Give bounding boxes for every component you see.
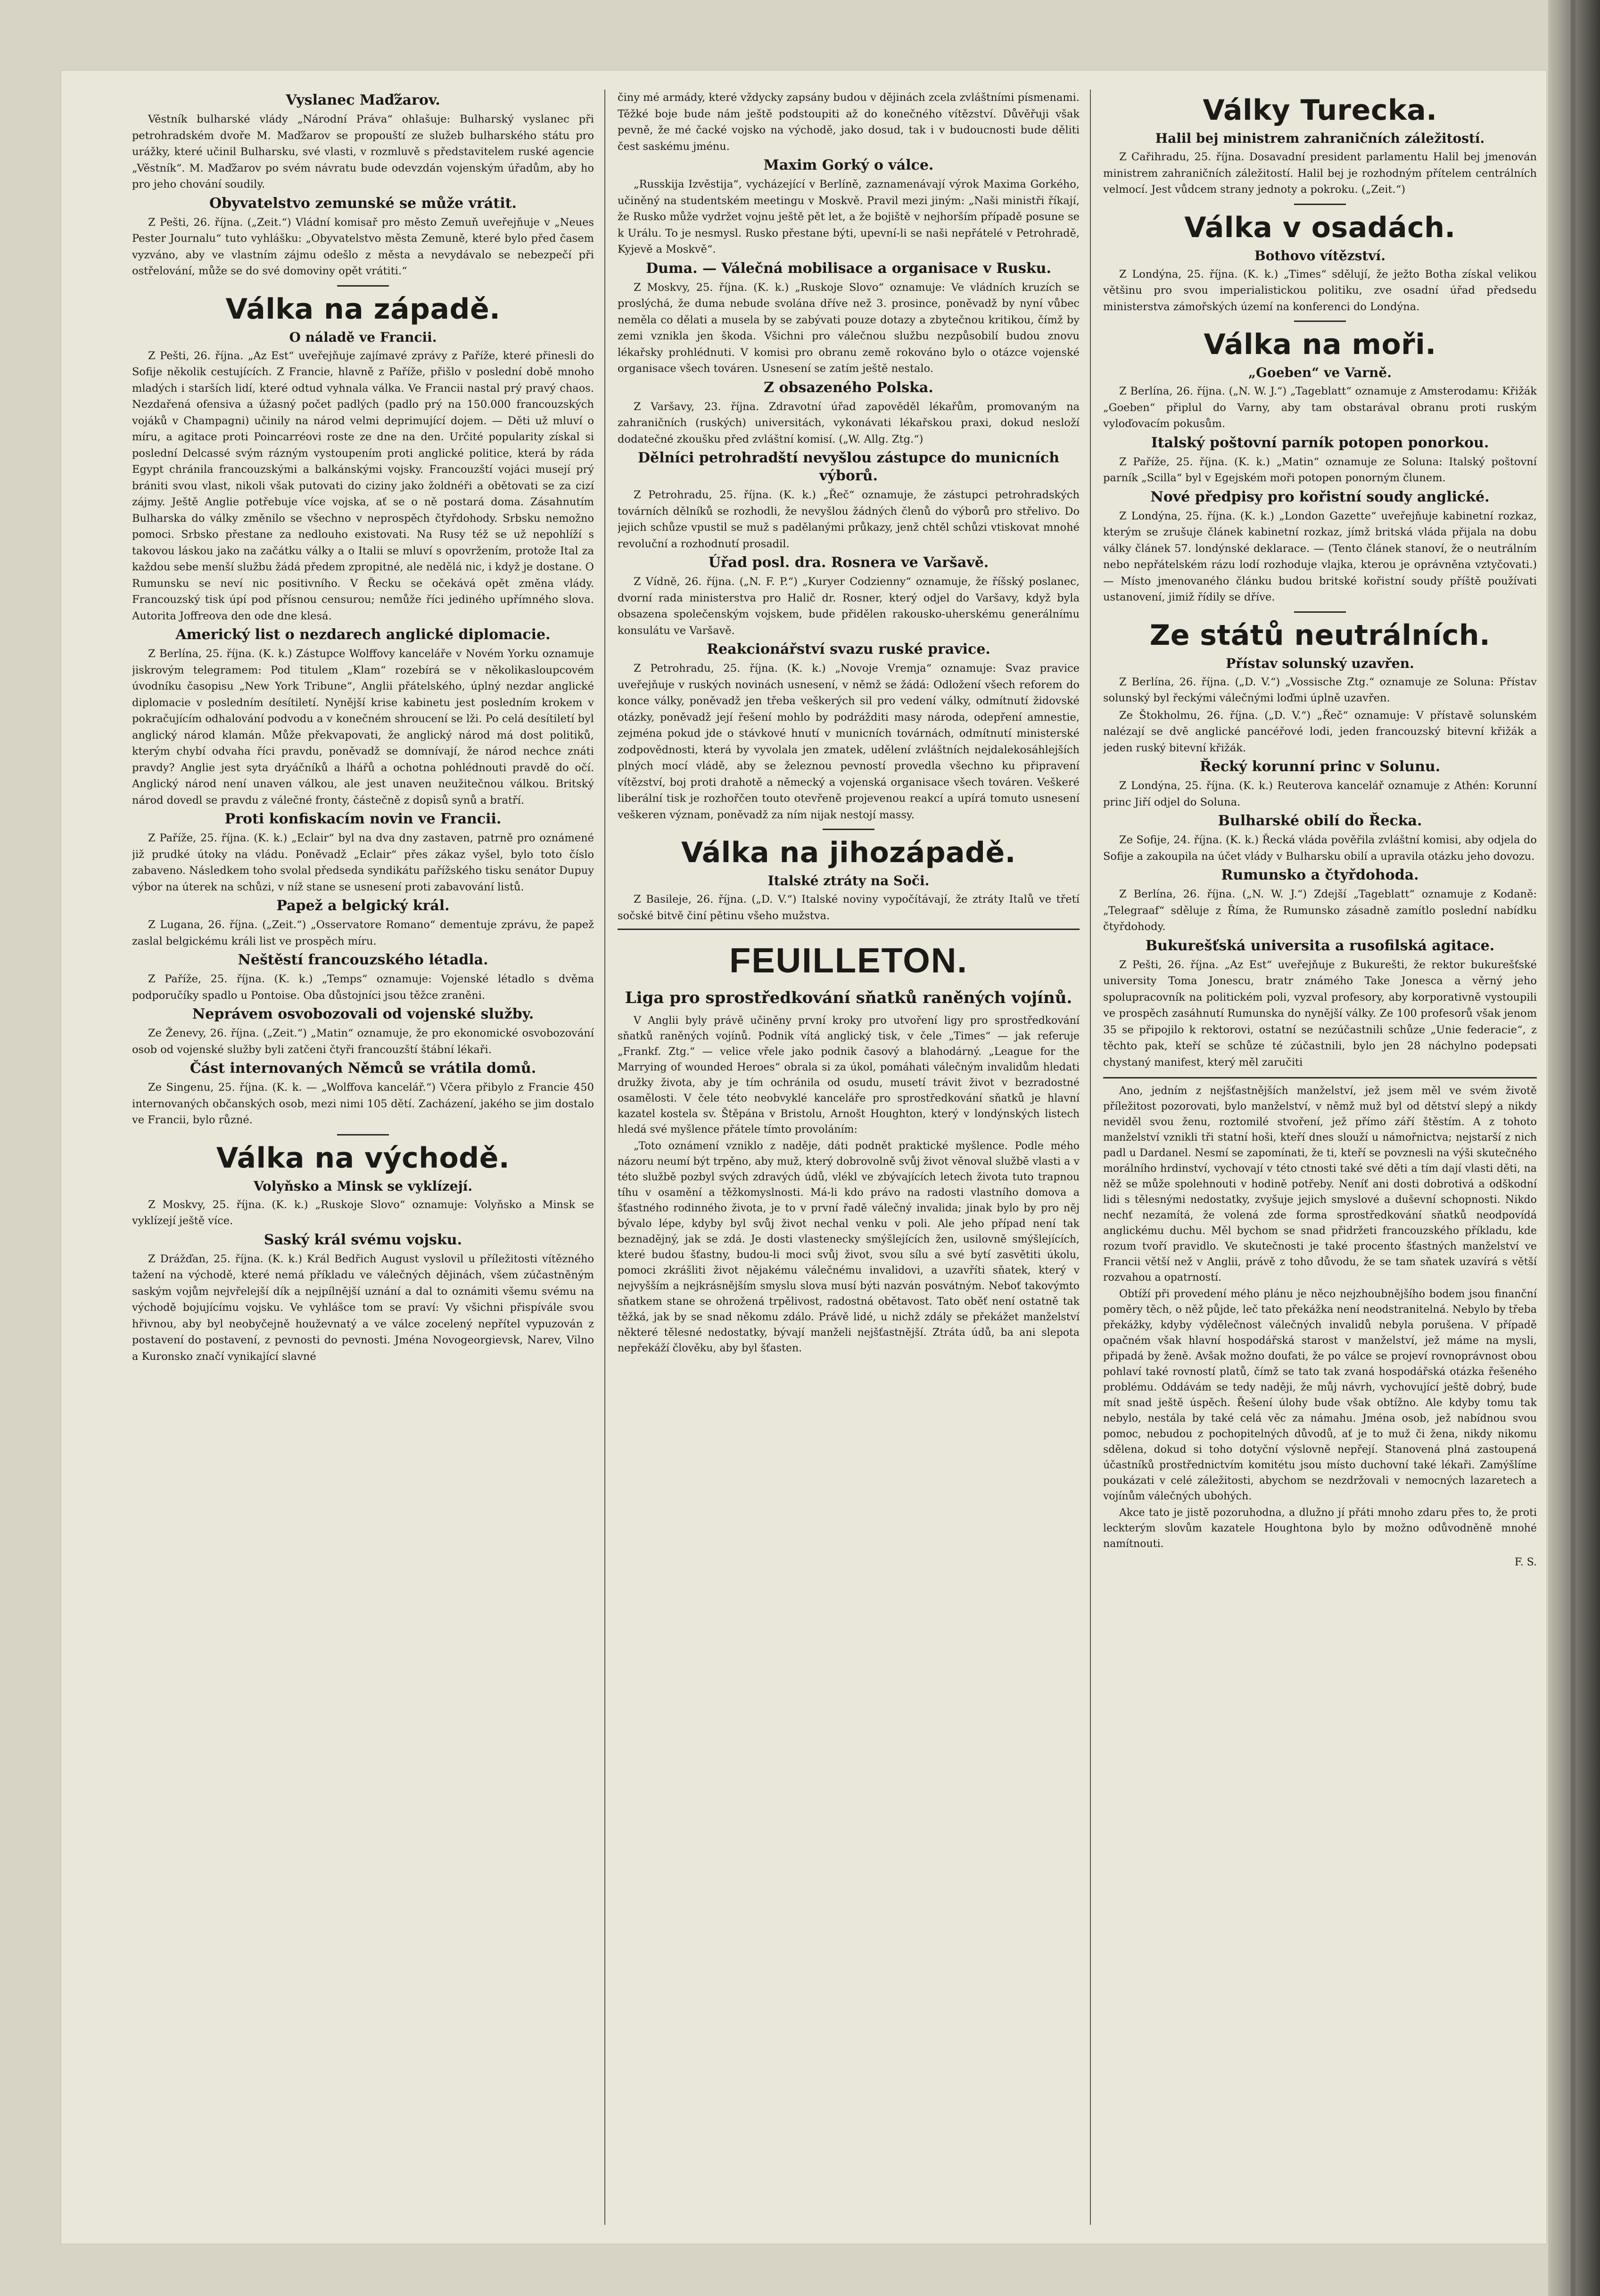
column-rule bbox=[604, 90, 605, 2225]
article-text: Z Petrohradu, 25. října. (K. k.) „Řeč“ oznamuje, že zástupci petrohradských továrních dělníků se rozhodli, že nevyšlou žádných členů do výborů pro střelivo. Do jejich schůze vpustil se muž s padělanými průkazy, jenž chtěl schůzi vtiskovat mnohé revoluční a rozhodnutí prosadil. bbox=[618, 489, 1080, 550]
article-heading: Bulharské obilí do Řecka. bbox=[1218, 813, 1422, 829]
section-subtitle: Halil bej ministrem zahraničních záležitostí. bbox=[1155, 131, 1485, 146]
article-heading: Neprávem osvobozovali od vojenské služby. bbox=[192, 1006, 534, 1022]
article-text: Z Lugana, 26. října. („Zeit.“) „Osservatore Romano“ dementuje zprávu, že papež zaslal belgickému králi list ve prospěch míru. bbox=[132, 919, 594, 947]
article-text: Ze Sofije, 24. října. (K. k.) Řecká vláda pověřila zvláštní komisi, aby odjela do Sofije a zakoupila na účet vlády v Bulharsku obilí a upravila otázku jeho dovozu. bbox=[1103, 834, 1537, 863]
section-subtitle: Bothovo vítězství. bbox=[1254, 247, 1386, 263]
article-text: Z Berlína, 26. října. („D. V.“) „Vossische Ztg.“ oznamuje ze Soluna: Přístav solunský byl řeckými válečnými loďmi úplně uzavřen. bbox=[1103, 675, 1537, 704]
section-title: Ze států neutrálních. bbox=[1149, 618, 1491, 652]
article-heading: Saský král svému vojsku. bbox=[264, 1231, 462, 1248]
article-heading: Rumunsko a čtyřdohoda. bbox=[1221, 867, 1419, 883]
column-1 bbox=[132, 90, 594, 2225]
article-text: Z Cařihradu, 25. října. Dosavadní president parlamentu Halil bej jmenován ministrem zahraničních záležitostí. Halil bej je rozhodným přítelem centrálních velmocí. Jest vůdcem strany jednoty a pokroku. („Zeit.“) bbox=[1103, 151, 1537, 196]
article-text: Z Varšavy, 23. října. Zdravotní úřad zapověděl lékařům, promovaným na zahraničních (ruských) universitách, vykonávati lékařskou praxi, dokud nesloží dodatečné zkoušku před zvláštní komisí. („W. Allg. Ztg.“) bbox=[618, 400, 1080, 445]
divider bbox=[1294, 204, 1346, 205]
section-title: Válka na jihozápadě. bbox=[681, 836, 1016, 869]
article-heading: Nové předpisy pro kořistní soudy anglické. bbox=[1150, 488, 1490, 505]
article-text: Z Pešti, 26. října. („Zeit.“) Vládní komisař pro město Zemuň uveřejňuje v „Neues Pester Journalu“ tuto vyhlášku: „Obyvatelstvo města Zemuně, které bylo před časem vyzváno, aby ve vlastním zájmu odešlo z města a nevydávalo se nebezpečí při ostřelování, může se do své domoviny opět vrátiti.“ bbox=[132, 216, 594, 277]
article-text: Z Pešti, 26. října. „Az Est“ uveřejňuje zajímavé zprávy z Paříže, které přinesli do Sofije několik cestujících. Z Francie, hlavně z Paříže, přišlo v poslední době mnoho mladých i starších lidí, které odtud vyhnala válka. Ve Francii nastal prý pravý chaos. Nezdařená ofensiva a úžasný počet padlých (padlo prý na 150.000 francouzských vojáků v Champagni) učinily na národ velmi deprimující dojem. — Děti už mluví o míru, a agitace proti Poincarréovi roste ze dne na den. Určité popularity získal si poslední Delcassé svým rázným vystoupením proti anglické politice, která by ráda Egypt chránila francouzskými a balkánskými vojsky. Francouzští vojáci musejí prý brániti svou vlast, nikoli však putovati do ciziny jako žoldnéři a obětovati se za cizí zájmy. Ještě Anglie potřebuje více vojska, ať se o ně postará doma. Zásahnutím Bulharska do války změnilo se všechno v neprospěch čtyřdohody. Srbsku nemožno pomoci. Srbsko přestane za nedlouho existovati. Na Rusy též se už nepohlíží s takovou láskou jako na začátku války a o Italii se mluví s opovržením, protože Ital za každou sebe menší službu žádá předem zpropitné, ale nedělá nic, i když je dostane. O Rumunsku se neví nic positivního. V Řecku se očekává opět změna vlády. Francouzský tisk úpí pod přísnou censurou; nemůže říci jediného upřímného slova. Autorita Joffreova den ode dne klesá. bbox=[132, 349, 594, 622]
article-text: činy mé armády, které vždycky zapsány budou v dějinách zcela zvláštními písmenami. Těžké boje bude nám ještě podstoupiti až do konečného vítězství. Důvěřuji však pevně, že mé čacké vojsko na východě, jako dosud, tak i v budoucnosti bude děliti čest saskému jménu. bbox=[618, 91, 1080, 153]
section-subtitle: „Goeben“ ve Varně. bbox=[1248, 365, 1392, 380]
article-text: Z Berlína, 25. října. (K. k.) Zástupce Wolffovy kanceláře v Novém Yorku oznamuje jiskrovým telegramem: Pod titulem „Klam“ rozebírá se v několikasloupcovém úvodníku časopisu „New York Tribune“, Anglii přátelského, úplný nezdar anglické diplomacie v posledním desítiletí. Nynější krise kabinetu jest posledním krokem v pokračujícím odhalování podvodu a v konečném shroucení se lži. Po celá desítiletí byl anglický národ klamán. Může překvapovati, že anglický národ má dost politiků, kterým chybí odvaha říci pravdu, poněvadž se domnívají, že národ nechce znáti pravdy? Anglie jest syta dryáčníků a lhářů a ochotna pohlédnouti pravdě do očí. Anglický národ není unaven válkou, ale jest unaven neužitečnou válkou. Britský národ dovedl se pravdu z válečné fronty, částečně z dopisů synů a bratří. bbox=[132, 648, 594, 806]
divider bbox=[337, 285, 389, 287]
divider bbox=[1294, 611, 1346, 613]
article-text: Z Drážďan, 25. října. (K. k.) Král Bedřich August vyslovil u příležitosti vítězného tažení na východě, které nemá příkladu ve válečných dějinách, všem zúčastněným saským vojům nejvřelejší dík a nejpílnější uznání a dal to oznámiti všemu svému na východě bojujícímu vojsku. Ve vyhlášce tom se praví: Vy všichni přispívále svou hřivnou, aby byl neobyčejně houževnatý a ve válce zocelený nepřítel vypuzován z postavení do postavení, z pevnosti do pevnosti. Jména Novogeorgievsk, Narev, Vilno a Kuronsko značí vynikající slavné bbox=[132, 1252, 594, 1363]
article-heading: Neštěstí francouzského létadla. bbox=[238, 952, 488, 968]
article-text: Ze Singenu, 25. října. (K. k. — „Wolffova kancelář.“) Včera přibylo z Francie 450 internovaných občanských osob, mezi nimi 105 dětí. Zacházení, jakého se jim dostalo ve Francii, bylo různé. bbox=[132, 1081, 594, 1126]
section-title: Války Turecka. bbox=[1203, 94, 1437, 127]
article-text: Z Paříže, 25. října. (K. k.) „Matin“ oznamuje ze Soluna: Italský poštovní parník „Scilla“ byl v Egejském moři potopen ponorným člunem. bbox=[1103, 455, 1537, 484]
article-heading: Duma. — Válečná mobilisace a organisace v Rusku. bbox=[646, 260, 1051, 277]
article-heading: Úřad posl. dra. Rosnera ve Varšavě. bbox=[708, 554, 989, 571]
article-text: Z Londýna, 25. října. (K. k.) „London Gazette“ uveřejňuje kabinetní rozkaz, kterým se zrušuje článek kabinetní rozkaz, jímž britská vláda přijala na dobu války článek 57. londýnské deklarace. — (Tento článek stanoví, že o neutrálním nebo nepřátelském rázu lodí rozhoduje vlajka, kterou je oprávněna vztyčovati.) — Místo jmenovaného článku budou britské kořistní soudy příště používati ustanovení, jimiž řídily se dříve. bbox=[1103, 510, 1537, 603]
feuilleton-text: „Toto oznámení vzniklo z naděje, dáti podnět praktické myšlence. Podle mého názoru neumí být trpěno, aby muž, který dobrovolně svůj život věnoval službě vlasti a v této službě pozbyl svých zdravých údů, vlékl ve zbývajících letech života tuto trapnou tíhu v osamění a těžkomyslnosti. Má-li kdo právo na radosti vlastního domova a šťastného rodinného života, je to v první řadě válečný invalida; jinak bylo by pro něj bývalo lépe, kdyby byl svůj život nechal venku v poli. Ale jeho případ není tak beznadějný, jak se zdá. Je dosti vlastenecky smýšlejících žen, usilovně smýšlejících, které budou šťastny, budou-li moci svůj život, svou sílu a své bytí zasvětiti úkolu, pomoci zkrášliti život nějakému válečnému invalidovi, a uzavříti sňatek, který v nejvyšším a nejkrásnějším smyslu slova musí býti nazván posvátným. Neboť takovýmto sňatkem stane se ohrožená trpělivost, radostná obětavost. Tato oběť není ostatně tak těžká, jak by se snad někomu zdálo. Právě lidé, u nichž zdály se překážet manželství některé tělesné nedostatky, bývají manželi nejšťastnější. Ztráta údů, ba ani slepota nepřekáží člověku, aby byl šťasten. bbox=[618, 1140, 1080, 1354]
section-subtitle: Italské ztráty na Soči. bbox=[767, 873, 930, 889]
article-text: Z Berlína, 26. října. („N. W. J.“) „Tageblatt“ oznamuje z Amsterodamu: Křižák „Goeben“ připlul do Varny, aby tam obstarával obranu proti ruským vyloďovacím pokusům. bbox=[1103, 385, 1537, 430]
article-heading: Reakcionářství svazu ruské pravice. bbox=[707, 641, 990, 658]
feuilleton-continuation bbox=[1103, 1077, 1537, 1570]
section-title: Válka na moři. bbox=[1204, 328, 1436, 361]
article-text: Z Moskvy, 25. října. (K. k.) „Ruskoje Slovo“ oznamuje: Ve vládních kruzích se proslýchá, že duma nebude svolána dříve než 3. prosince, poněvadž by nyní vůbec neměla co dělati a musela by se zabývati pouze dotazy a zbytečnou kritikou, čímž by zemi vznikla jen škoda. Všichni pro válečnou službu nezpůsobilí budou znovu lékařsky prohlédnuti. V komisi pro obranu země rokováno bylo o otázce vojenské organisace všech továren. Usnesení se zatím ještě nestalo. bbox=[618, 281, 1080, 375]
article-text: Věstník bulharské vlády „Národní Práva“ ohlašuje: Bulharský vyslanec při petrohradském dvoře M. Maďžarov se propouští ze služeb bulharského státu pro urážky, které učinil Bulharsku, své vlasti, v rozmluvě s představitelem ruské agencie „Věstník“. M. Maďžarov po svém návratu bude odevzdán vojenským úřadům, aby ho pro jeho chování soudily. bbox=[132, 113, 594, 190]
feuilleton-headline: Liga pro sprostředkování sňatků raněných vojínů. bbox=[625, 988, 1072, 1007]
feuilleton-text: Akce tato je jistě pozoruhodna, a dlužno jí přáti mnoho zdaru přes to, že proti leckterým slovům kazatele Houghtona bylo by možno odůvodněně mnohé namítnouti. bbox=[1103, 1507, 1537, 1550]
feuilleton-rule bbox=[618, 929, 1080, 930]
article-text: Z Berlína, 26. října. („N. W. J.“) Zdejší „Tageblatt“ oznamuje z Kodaně: „Telegraaf“ sděluje z Říma, že Rumunsko zásadně zamítlo poslední nabídku čtyřdohody. bbox=[1103, 888, 1537, 933]
article-heading: Italský poštovní parník potopen ponorkou. bbox=[1151, 434, 1489, 451]
article-heading: Řecký korunní princ v Solunu. bbox=[1199, 758, 1441, 775]
article-text: Z Petrohradu, 25. října. (K. k.) „Novoje Vremja“ oznamuje: Svaz pravice uveřejňuje v ruských novinách usnesení, v němž se žádá: Odložení všech reforem do konce války, poněvadž jen třeba veškerých sil pro vedení války, odmítnutí židovské otázky, poněvadž její řešení mohlo by podrážditi masy národa, odepření amnestie, zejména pokud jde o stávkové hnutí v municních továrnách, odmítnutí ministerské zodpovědnosti, která by vyvolala jen zmatek, udělení zvláštních nejdalekosáhlejších plných mocí vládě, aby se železnou pevností provedla všechno ku připravení vítězství, boj proti drahotě a německý a vojenská organisace všech továren. Veškeré liberální tisk je rozhořčen touto otevřeně projevenou reakcí a upírá tomuto usnesení veškeren význam, poněvadž za ním nijak nestojí massy. bbox=[618, 662, 1080, 821]
article-text: Z Pešti, 26. října. „Az Est“ uveřejňuje z Bukurešti, že rektor bukurešťské university Toma Jonescu, bratr známého Take Jonesca a věrný jeho spolupracovník na politickém poli, vyzval profesory, aby korporativně vystoupili ve prospěch zasáhnutí Rumunska do nynější války. Ze 100 profesorů však jenom 35 se připojilo k rektorovi, ostatní se nezúčastnili schůze „Unie federacie“, z těchto pak, kteří se schůze té zúčastnili, bylo jen 28 náchylno podepsati chystaný manifest, který měl zaručiti bbox=[1103, 958, 1537, 1069]
feuilleton-text: Obtíží při provedení mého plánu je něco nejzhoubnějšího bodem jsou finanční poměry těch, o něž půjde, leč tato překážka není neodstranitelná. Nebylo by třeba překážky, kdyby výdělečnost válečných invalidů nebyla porušena. V případě opačném však hlavní hospodářská starost v manželství, jež máme na mysli, připadá by ženě. Avšak možno doufati, že po válce se projeví rovnoprávnost obou pohlaví také rovností platů, čímž se tato tak zvaná hospodářská otázka řešeného problému. Oddávám se tedy naději, že můj návrh, vychovující ještě dobrý, bude mít snad ještě úspěch. Řešení úlohy bude však obtížno. Ale kdyby tomu tak nebylo, nestála by také celá věc za námahu. Jména osob, jež nabídnou svou pomoc, nebudou z pochopitelných důvodů, ať je to muž či žena, nikdy nikomu sdělena, dokud si toho dotyční výslovně nepřejí. Stanovená plná zastoupená účastníků prostřednictvím komitétu jsou místo duchovní také lékaři. Zamýšlíme poukázati v celé záležitosti, abychom se nezdržovali v nemocných lazaretech a vojínům válečných ubohých. bbox=[1103, 1288, 1537, 1502]
article-heading: Bukurešťská universita a rusofilská agitace. bbox=[1145, 937, 1495, 954]
article-text: Z Basileje, 26. října. („D. V.“) Italské noviny vypočítávají, že ztráty Italů ve třetí sočské bitvě činí pětinu všeho mužstva. bbox=[618, 893, 1080, 922]
article-heading: Dělníci petrohradští nevyšlou zástupce do municních výborů. bbox=[637, 450, 1060, 484]
article-heading: Vyslanec Maďžarov. bbox=[286, 92, 440, 108]
article-text: Z Vídně, 26. října. („N. F. P.“) „Kuryer Codzienny“ oznamuje, že říšský poslanec, dvorní rada ministerstva pro Halič dr. Rosner, který odjel do Varšavy, když byla obsazena společenským vojskem, bude přidělen rakousko-uherskému generálnímu konsulátu ve Varšavě. bbox=[618, 576, 1080, 637]
article-text: Z Paříže, 25. října. (K. k.) „Temps“ oznamuje: Vojenské létadlo s dvěma podporučíky spadlo u Pontoise. Oba důstojníci jsou těžce zraněni. bbox=[132, 973, 594, 1002]
article-text: Ze Štokholmu, 26. října. („D. V.“) „Řeč“ oznamuje: V přístavě solunském nalézají se dvě anglické pancéřové lodi, jeden francouzský bitevní křižák a jeden ruský bitevní křižák. bbox=[1103, 709, 1537, 754]
article-heading: Proti konfiskacím novin ve Francii. bbox=[224, 811, 502, 827]
divider bbox=[337, 1134, 389, 1136]
article-heading: Obyvatelstvo zemunské se může vrátit. bbox=[209, 195, 517, 212]
feuilleton-title: FEUILLETON. bbox=[729, 941, 968, 980]
article-text: Z Londýna, 25. října. (K. k.) „Times“ sdělují, že ježto Botha získal velikou většinu pro svou imperialistickou politiku, zve osadní úřad předsedu ministerstva zámořských území na konferenci do Londýna. bbox=[1103, 268, 1537, 313]
column-rule bbox=[1090, 90, 1091, 2225]
feuilleton-text: V Anglii byly právě učiněny první kroky pro utvoření ligy pro sprostředkování sňatků raněných vojínů. Podnik vítá anglický tisk, v čele „Times“ — jak referuje „Frankf. Ztg.“ — velice vřele jako podnik časový a blahodárný. „League for the Marrying of wounded Heroes“ obrala si za úkol, pomáhati válečným invalidům hledati družky života, aby je tím ochránila od osudu, musetí trávit život v bezradostné osamělosti. V čele této neobvyklé kanceláře pro sprostředkování sňatků je hlavní kazatel kostela sv. Štěpána v Bristolu, Arnošt Houghton, který v londýnských listech hledá své myšlence přátele tímto provoláním: bbox=[618, 1015, 1080, 1136]
divider bbox=[823, 829, 874, 830]
section-title: Válka v osadách. bbox=[1184, 211, 1456, 244]
feuilleton-text: Ano, jedním z nejšťastnějších manželství, jež jsem měl ve svém životě příležitost pozorovati, bylo manželství, v němž muž byl od dětství slepý a nikdy neviděl svou ženu, roztomilé stvoření, jež přímo září štěstím. A z tohoto manželství vznikli tři statní hoši, kteří dnes slouží u námořnictva; nejstarší z nich padl u Dardanel. Nesmí se zapomínati, že ti, kteří se povznesli na výši skutečného morálního hrdinství, vychovají v této ctnosti také své děti a tím dají vlasti děti, na něž se může spolehnouti v hodině potřeby. Neníť ani dosti dobrotivá a odškodní lidi s tělesnými nedostatky, zvyšuje jejich smyslové a duševní schopnosti. Nikdo nechť nezamítá, že volená zde forma sprostředkování sňatků neodpovídá anglickému duchu. Měl bychom se snad přidržeti francouzského příkladu, kde rozum tvoří pravidlo. Ve skutečnosti je také procento šťastných manželství ve Francii větší než v Anglii, právě z toho důvodu, že se tam sňatek uzavírá s větší rozvahou a opatrností. bbox=[1103, 1085, 1537, 1284]
binding-edge bbox=[1548, 0, 1600, 2296]
column-3 bbox=[1103, 90, 1537, 2225]
article-text: Z Moskvy, 25. října. (K. k.) „Ruskoje Slovo“ oznamuje: Volyňsko a Minsk se vyklízejí ještě více. bbox=[132, 1198, 594, 1227]
author-signature: F. S. bbox=[1514, 1556, 1537, 1568]
article-heading: Z obsazeného Polska. bbox=[764, 379, 933, 396]
section-title: Válka na západě. bbox=[225, 292, 501, 326]
section-subtitle: Přístav solunský uzavřen. bbox=[1226, 655, 1414, 671]
divider bbox=[1294, 321, 1346, 322]
section-title: Válka na východě. bbox=[216, 1141, 510, 1175]
article-heading: Maxim Gorký o válce. bbox=[763, 157, 934, 173]
section-subtitle: Volyňsko a Minsk se vyklízejí. bbox=[253, 1178, 473, 1194]
binding-spine bbox=[1571, 0, 1575, 2296]
article-text: Z Londýna, 25. října. (K. k.) Reuterova kancelář oznamuje z Athén: Korunní princ Jiří odjel do Soluna. bbox=[1103, 780, 1537, 808]
newspaper-page bbox=[61, 71, 1546, 2244]
article-heading: Část internovaných Němců se vrátila domů. bbox=[190, 1060, 536, 1077]
article-heading: Papež a belgický král. bbox=[276, 897, 450, 914]
article-text: Z Paříže, 25. října. (K. k.) „Eclair“ byl na dva dny zastaven, patrně pro oznámené již prudké útoky na vládu. Poněvadž „Eclair“ přes zákaz vyšel, bylo toto číslo zabaveno. Následkem toho svolal předseda syndikátu pařížského tisku senátor Dupuy výbor na úterek na schůzi, v níž stane se usnesení proti zabavování listů. bbox=[132, 832, 594, 893]
article-text: Ze Ženevy, 26. října. („Zeit.“) „Matin“ oznamuje, že pro ekonomické osvobozování osob od vojenské služby byli zatčeni čtyři francouzští štábní lékaři. bbox=[132, 1027, 594, 1056]
column-2 bbox=[618, 90, 1080, 2225]
article-heading: Americký list o nezdarech anglické diplomacie. bbox=[175, 626, 551, 643]
article-text: „Russkija Izvěstija“, vycházející v Berlíně, zaznamenávají výrok Maxima Gorkého, učiněný na studentském meetingu v Moskvě. Pravil mezi jiným: „Naši ministři říkají, že Rusko může vydržet vojnu ještě pět let, a že bojiště v nejhorším případě posune se k Urálu. To je nesmysl. Rusko přestane býti, upevní-li se naši nepřátelé v Petrohradě, Kyjevě a Moskvě“. bbox=[618, 178, 1080, 255]
section-subtitle: O náladě ve Francii. bbox=[289, 329, 437, 345]
